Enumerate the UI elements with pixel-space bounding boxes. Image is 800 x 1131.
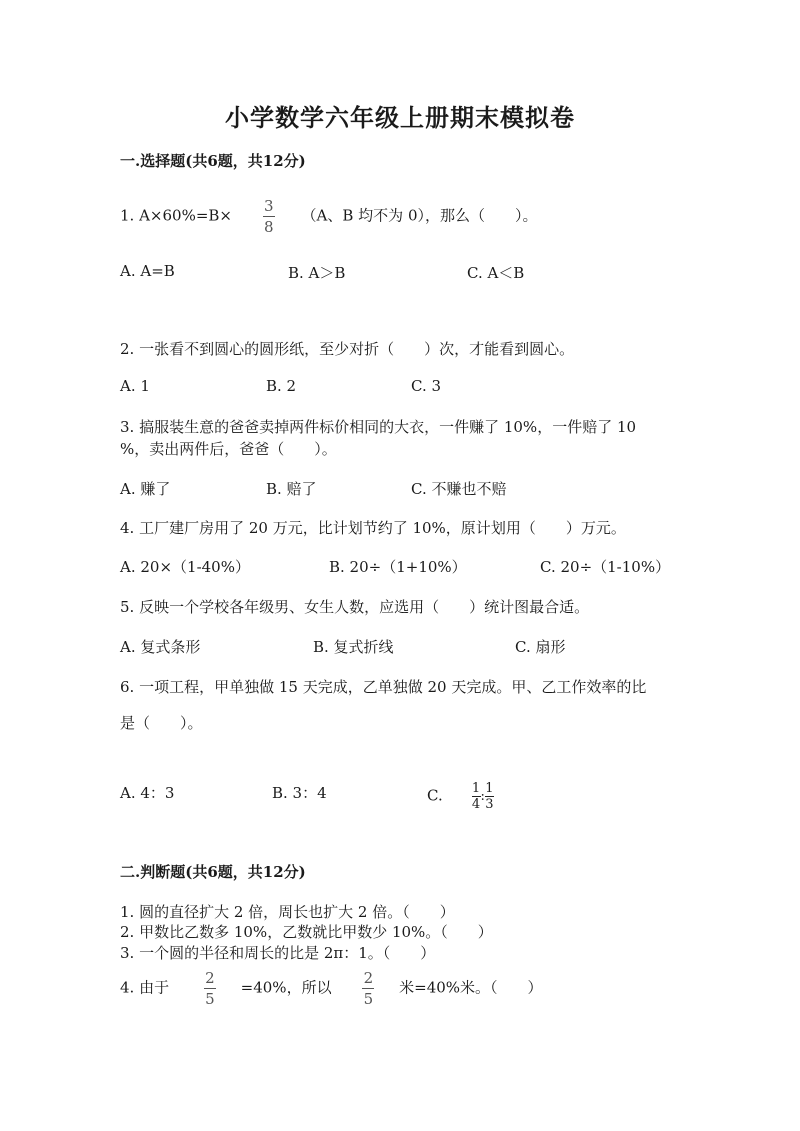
question-3-line-2: %，卖出两件后，爸爸（ ）。 [120, 440, 337, 458]
judgment-4 [120, 970, 543, 1007]
fraction-2-5 [204, 970, 216, 1007]
ratio-1-4-to-1-3 [472, 782, 494, 811]
q2-option-c: C. 3 [411, 377, 442, 395]
fraction-bar [263, 216, 275, 217]
question-1-prefix: 1. A×60%=B× [120, 206, 232, 225]
fraction-numerator: 2 [205, 969, 215, 987]
q4-option-a: A. 20×（1-40%） [120, 558, 250, 576]
judgment-1: 1. 圆的直径扩大 2 倍，周长也扩大 2 倍。（ ） [120, 903, 455, 921]
fraction-1-4 [472, 782, 481, 811]
q3-option-b: B. 赔了 [266, 480, 317, 498]
judgment-4-suffix: 米=40%米。（ ） [399, 978, 543, 997]
section-heading-judgment: 二.判断题(共6题，共12分) [120, 863, 306, 881]
q6-option-c [427, 782, 494, 811]
question-3-line-1: 3. 搞服装生意的爸爸卖掉两件标价相同的大衣，一件赚了 10%，一件赔了 10 [120, 418, 637, 436]
q1-option-c: C. A＜B [467, 264, 525, 282]
q4-option-b: B. 20÷（1+10%） [329, 558, 467, 576]
fraction-denominator: 5 [205, 990, 215, 1008]
q1-option-b: B. A＞B [288, 264, 346, 282]
fraction-1-3 [485, 782, 494, 811]
q1-option-a: A. A=B [120, 262, 175, 280]
section-heading-choice: 一.选择题(共6题，共12分) [120, 152, 306, 170]
question-4: 4. 工厂建厂房用了 20 万元，比计划节约了 10%，原计划用（ ）万元。 [120, 519, 626, 537]
q6-option-a: A. 4：3 [120, 784, 175, 802]
fraction-numerator: 3 [263, 197, 274, 215]
judgment-4-prefix: 4. 由于 [120, 978, 170, 997]
question-6-line-1: 6. 一项工程，甲单独做 15 天完成，乙单独做 20 天完成。甲、乙工作效率的比 [120, 678, 647, 696]
judgment-2: 2. 甲数比乙数多 10%，乙数就比甲数少 10%。（ ） [120, 923, 493, 941]
q6-option-c-label: C. [427, 786, 443, 805]
q6-option-b: B. 3：4 [272, 784, 327, 802]
q4-option-c: C. 20÷（1-10%） [540, 558, 671, 576]
q3-option-c: C. 不赚也不赔 [411, 480, 507, 498]
fraction-denominator: 3 [485, 797, 494, 812]
question-1 [120, 198, 537, 235]
fraction-numerator: 1 [485, 781, 494, 796]
fraction-numerator: 1 [471, 781, 481, 796]
fraction-3-8 [263, 198, 275, 235]
q5-option-a: A. 复式条形 [120, 638, 201, 656]
fraction-denominator: 8 [263, 218, 274, 236]
q2-option-b: B. 2 [266, 377, 297, 395]
fraction-bar [362, 988, 374, 989]
question-5: 5. 反映一个学校各年级男、女生人数，应选用（ ）统计图最合适。 [120, 598, 590, 616]
q5-option-b: B. 复式折线 [313, 638, 394, 656]
question-6-line-2: 是（ ）。 [120, 714, 203, 732]
judgment-3: 3. 一个圆的半径和周长的比是 2π：1。（ ） [120, 944, 436, 962]
judgment-4-middle: =40%，所以 [240, 978, 332, 997]
question-2: 2. 一张看不到圆心的圆形纸，至少对折（ ）次，才能看到圆心。 [120, 340, 575, 358]
fraction-2-5-second [362, 970, 374, 1007]
ratio-colon: : [480, 789, 485, 804]
q3-option-a: A. 赚了 [120, 480, 171, 498]
q2-option-a: A. 1 [120, 377, 150, 395]
fraction-denominator: 5 [363, 990, 374, 1008]
page-title: 小学数学六年级上册期末模拟卷 [225, 103, 575, 132]
fraction-denominator: 4 [471, 797, 481, 812]
q5-option-c: C. 扇形 [515, 638, 566, 656]
fraction-numerator: 2 [363, 969, 374, 987]
question-1-suffix: （A、B 均不为 0），那么（ ）。 [301, 206, 538, 225]
fraction-bar [204, 988, 216, 989]
